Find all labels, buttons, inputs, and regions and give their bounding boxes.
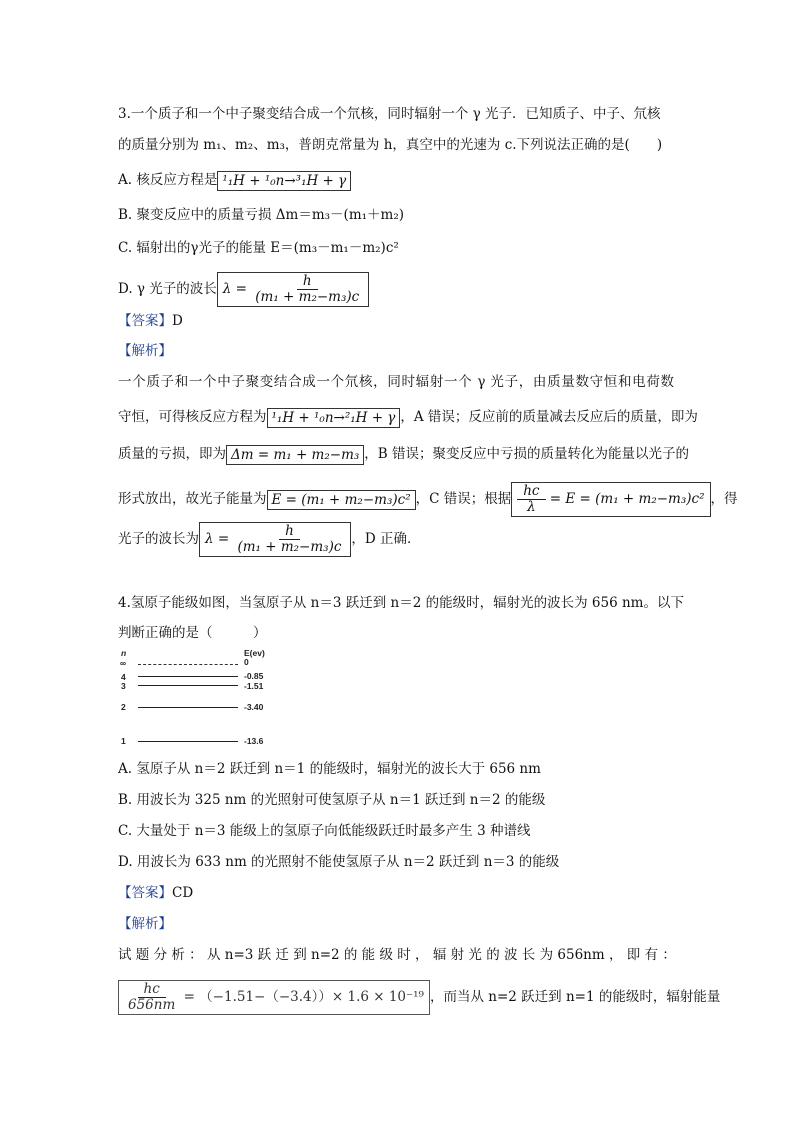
- level-line-inf: [138, 664, 238, 665]
- fraction: [124, 982, 179, 1013]
- q4-answer: [118, 883, 193, 903]
- level-line-1: [138, 741, 238, 742]
- fraction-den: (m₁ + m₂−m₃)c: [237, 539, 342, 555]
- answer-value: D: [172, 313, 183, 329]
- level-line-2: [138, 707, 238, 708]
- text: ，得: [710, 491, 738, 507]
- answer-value: CD: [172, 885, 194, 901]
- fraction-den: λ: [527, 499, 536, 515]
- q3-stem-line2: 的质量分别为 m₁、m₂、m₃，普朗克常量为 h，真空中的光速为 c.下列说法正确的是( ): [118, 137, 663, 153]
- q4-option-c: C. 大量处于 n＝3 能级上的氢原子向低能级跃迁时最多产生 3 种谱线: [118, 823, 531, 839]
- fraction-den: 656nm: [128, 997, 176, 1013]
- text: ，B 错误；聚变反应中亏损的质量转化为能量以光子的: [364, 446, 690, 462]
- level-n-1: 1: [121, 736, 126, 746]
- formula-box: E = (m₁ + m₂−m₃)c²: [267, 490, 416, 510]
- text: ，而当从 n=2 跃迁到 n=1 的能级时，辐射能量: [429, 989, 721, 1005]
- q3-option-a-formula: ¹₁H + ¹₀n→³₁H + γ: [217, 171, 351, 191]
- q3-analysis-l2: [118, 407, 698, 428]
- text: 光子的波长为: [118, 531, 199, 547]
- energy-level-diagram: [118, 648, 278, 744]
- text: ，A 错误；反应前的质量减去反应后的质量，即为: [400, 409, 698, 425]
- analysis-label: 【解析】: [118, 343, 172, 359]
- level-n-3: 3: [121, 681, 126, 691]
- formula-box: [118, 980, 430, 1015]
- level-line-4: [138, 676, 238, 677]
- analysis-label: 【解析】: [118, 916, 172, 932]
- q3-analysis-l4: [118, 482, 738, 517]
- fraction-den: (m₁ + m₂−m₃)c: [255, 289, 360, 305]
- q3-option-a-text: A. 核反应方程是: [118, 172, 218, 188]
- formula-box: [199, 522, 351, 557]
- fraction: [233, 524, 345, 555]
- q4-analysis-l1: 试 题 分 析 ： 从 n=3 跃 迁 到 n=2 的 能 级 时 ， 辐 射 光 的 波 长 为 656nm ， 即 有 ：: [118, 947, 676, 963]
- formula-rhs: = E = (m₁ + m₂−m₃)c²: [549, 491, 705, 507]
- q4-option-d: D. 用波长为 633 nm 的光照射不能使氢原子从 n＝2 跃迁到 n＝3 的能级: [118, 854, 560, 870]
- q4-analysis-l2: [118, 980, 720, 1015]
- answer-label: 【答案】: [118, 313, 172, 329]
- formula-box: ¹₁H + ¹₀n→²₁H + γ: [267, 408, 401, 428]
- answer-label: 【答案】: [118, 885, 172, 901]
- text: ，C 错误；根据: [415, 491, 512, 507]
- formula-rhs: = （−1.51−（−3.4））× 1.6 × 10⁻¹⁹: [183, 989, 424, 1005]
- level-e-2: -3.40: [244, 702, 264, 712]
- level-n-4: 4: [121, 672, 126, 682]
- formula-lhs: λ =: [205, 531, 230, 547]
- level-e-3: -1.51: [244, 681, 264, 691]
- q4-analysis-label: [118, 914, 172, 934]
- q3-analysis-label: [118, 341, 172, 361]
- q3-option-d: [118, 272, 369, 307]
- level-e-inf: 0: [244, 657, 249, 667]
- fraction-num: h: [279, 524, 300, 540]
- q3-option-d-formula: [217, 272, 369, 307]
- fraction-num: hc: [138, 982, 166, 998]
- q4-stem-line2: 判断正确的是（ ）: [118, 625, 267, 641]
- level-line-3: [138, 685, 238, 686]
- q3-answer: [118, 311, 183, 331]
- q4-stem-line1: 4.氢原子能级如图，当氢原子从 n＝3 跃迁到 n＝2 的能级时，辐射光的波长为 656 nm。以下: [118, 595, 684, 611]
- q3-stem-line1: 3.一个质子和一个中子聚变结合成一个氘核，同时辐射一个 γ 光子．已知质子、中子、氘核: [118, 106, 661, 122]
- n-header: n: [121, 648, 127, 658]
- q3-option-a: [118, 170, 351, 191]
- level-e-4: -0.85: [244, 671, 264, 681]
- fraction-num: hc: [517, 484, 545, 500]
- text: 形式放出，故光子能量为: [118, 491, 267, 507]
- q4-option-a: A. 氢原子从 n＝2 跃迁到 n＝1 的能级时，辐射光的波长大于 656 nm: [118, 761, 541, 777]
- q3-analysis-l3: [118, 444, 689, 465]
- formula-box: Δm = m₁ + m₂−m₃: [226, 445, 364, 465]
- q4-option-b: B. 用波长为 325 nm 的光照射可使氢原子从 n＝1 跃迁到 n＝2 的能级: [118, 792, 546, 808]
- q3-option-b: B. 聚变反应中的质量亏损 Δm＝m₃－(m₁＋m₂): [118, 207, 405, 223]
- q3-option-c: C. 辐射出的γ光子的能量 E＝(m₃－m₁－m₂)c²: [118, 240, 399, 256]
- text: 守恒，可得核反应方程为: [118, 409, 267, 425]
- level-n-inf: ∞: [120, 658, 127, 668]
- q3-analysis-l5: [118, 522, 421, 557]
- e-header: E(ev): [244, 648, 265, 658]
- level-e-1: -13.6: [244, 736, 264, 746]
- q3-option-d-text: D. γ 光子的波长: [118, 281, 217, 297]
- formula-lhs: λ =: [222, 281, 247, 297]
- fraction: [251, 274, 363, 305]
- formula-box: [511, 482, 710, 517]
- text: 质量的亏损，即为: [118, 446, 226, 462]
- level-n-2: 2: [121, 702, 126, 712]
- text: ，D 正确．: [351, 531, 421, 547]
- q3-analysis-l1: 一个质子和一个中子聚变结合成一个氘核，同时辐射一个 γ 光子，由质量数守恒和电荷数: [118, 374, 674, 390]
- fraction-num: h: [297, 274, 318, 290]
- fraction: [517, 484, 545, 515]
